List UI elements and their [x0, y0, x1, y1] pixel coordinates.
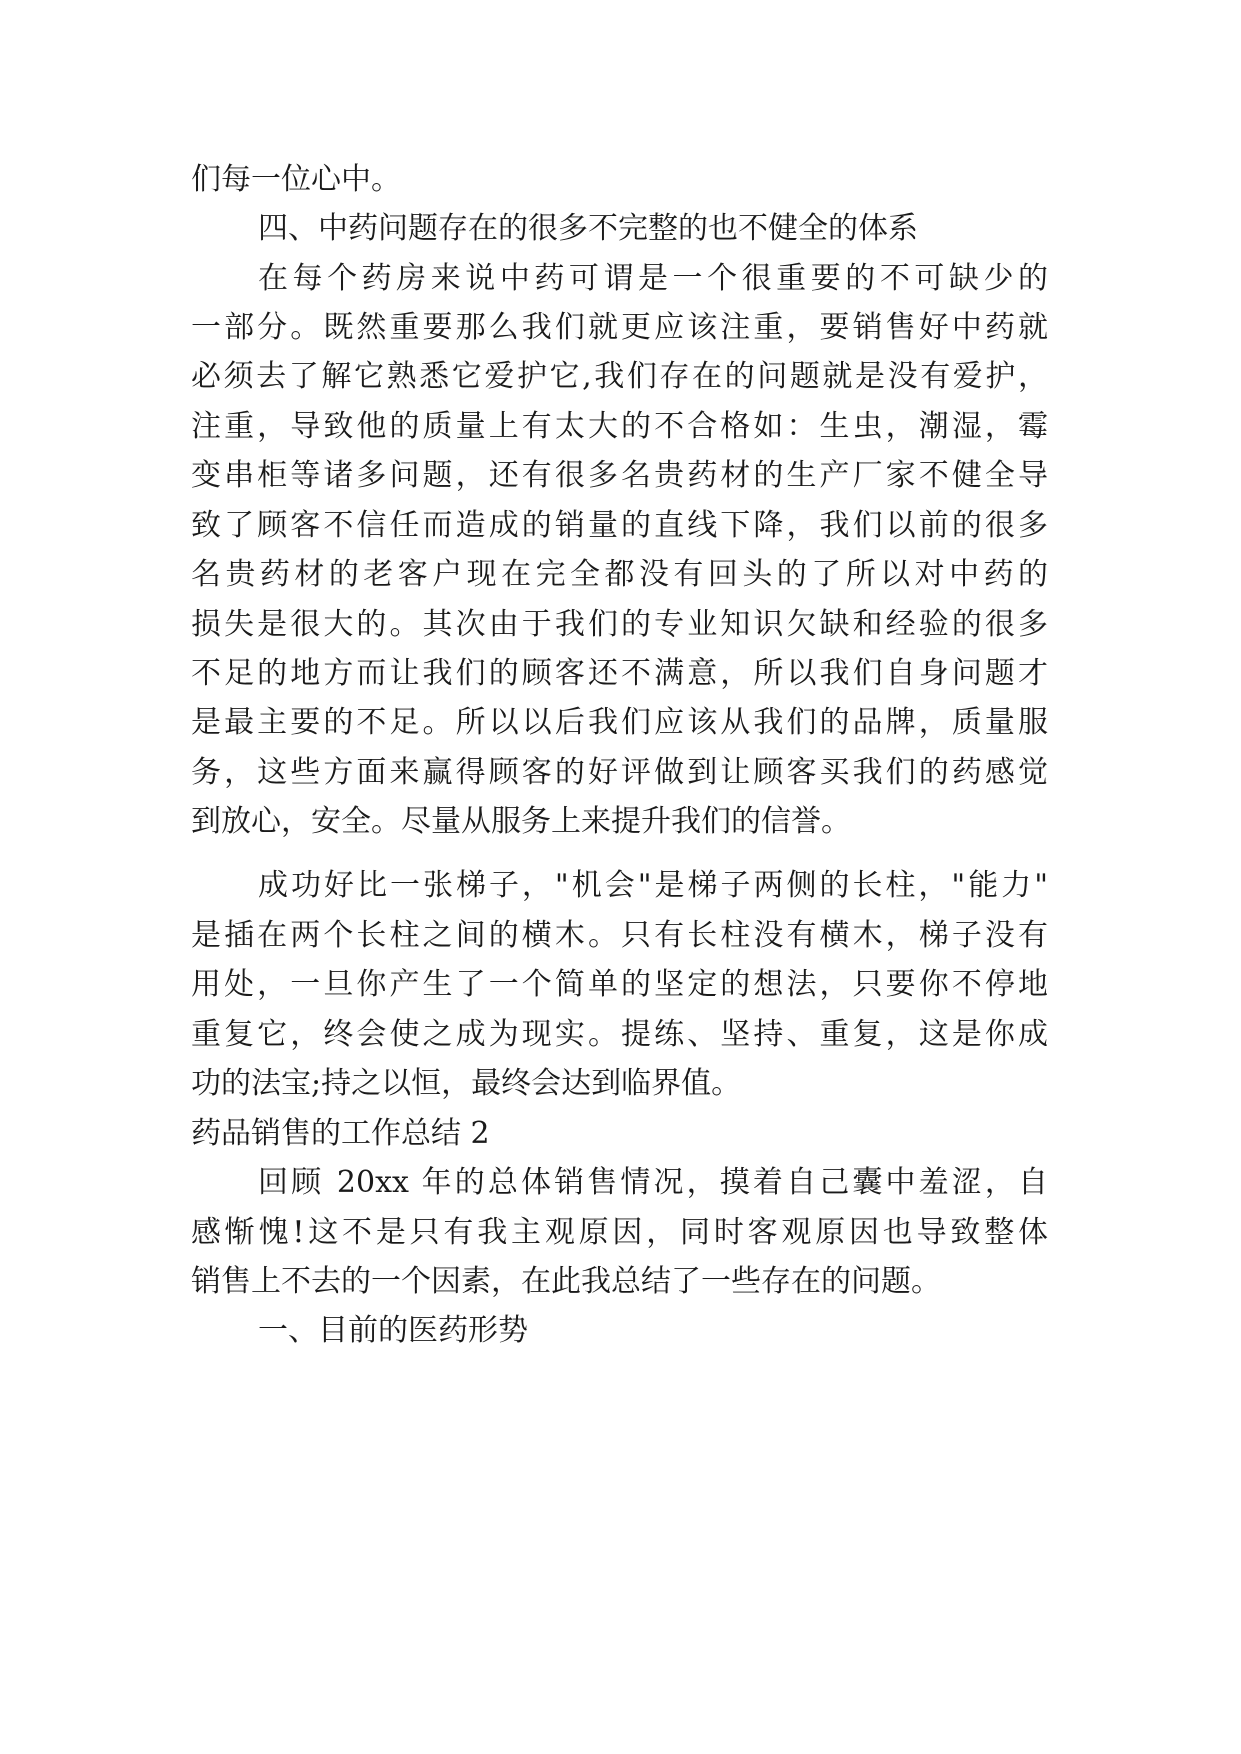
paragraph-line: 在每个药房来说中药可谓是一个很重要的不可缺少的	[258, 261, 1048, 296]
section-heading: 一、目前的医药形势	[258, 1313, 528, 1348]
paragraph-line: 重复它，终会使之成为现实。提练、坚持、重复，这是你成	[191, 1017, 1048, 1052]
paragraph-line: 们每一位心中。	[191, 162, 401, 197]
paragraph-line: 是插在两个长柱之间的横木。只有长柱没有横木，梯子没有	[191, 918, 1048, 953]
paragraph-line: 损失是很大的。其次由于我们的专业知识欠缺和经验的很多	[191, 607, 1048, 642]
paragraph-line: 变串柜等诸多问题，还有很多名贵药材的生产厂家不健全导	[191, 458, 1048, 493]
paragraph-line: 是最主要的不足。所以以后我们应该从我们的品牌，质量服	[191, 705, 1048, 740]
paragraph-line: 功的法宝;持之以恒，最终会达到临界值。	[191, 1066, 742, 1101]
paragraph-line: 用处，一旦你产生了一个简单的坚定的想法，只要你不停地	[191, 967, 1048, 1002]
paragraph-line: 致了顾客不信任而造成的销量的直线下降，我们以前的很多	[191, 508, 1048, 543]
paragraph-line: 名贵药材的老客户现在完全都没有回头的了所以对中药的	[191, 557, 1048, 592]
paragraph-line: 到放心，安全。尽量从服务上来提升我们的信誉。	[191, 804, 851, 839]
paragraph-line: 必须去了解它熟悉它爱护它,我们存在的问题就是没有爱护，	[191, 359, 1048, 394]
paragraph-line: 感惭愧!这不是只有我主观原因，同时客观原因也导致整体	[191, 1215, 1048, 1250]
section-heading: 四、中药问题存在的很多不完整的也不健全的体系	[258, 211, 918, 246]
paragraph-line: 销售上不去的一个因素，在此我总结了一些存在的问题。	[191, 1264, 941, 1299]
paragraph-line: 一部分。既然重要那么我们就更应该注重，要销售好中药就	[191, 310, 1048, 345]
paragraph-line: 回顾 20xx 年的总体销售情况，摸着自己囊中羞涩，自	[258, 1165, 1048, 1200]
paragraph-line: 务，这些方面来赢得顾客的好评做到让顾客买我们的药感觉	[191, 755, 1048, 790]
paragraph-line: 成功好比一张梯子，"机会"是梯子两侧的长柱，"能力"	[258, 868, 1048, 903]
paragraph-line: 注重，导致他的质量上有太大的不合格如：生虫，潮湿，霉	[191, 409, 1048, 444]
section-title: 药品销售的工作总结 2	[191, 1116, 490, 1151]
paragraph-line: 不足的地方而让我们的顾客还不满意，所以我们自身问题才	[191, 656, 1048, 691]
